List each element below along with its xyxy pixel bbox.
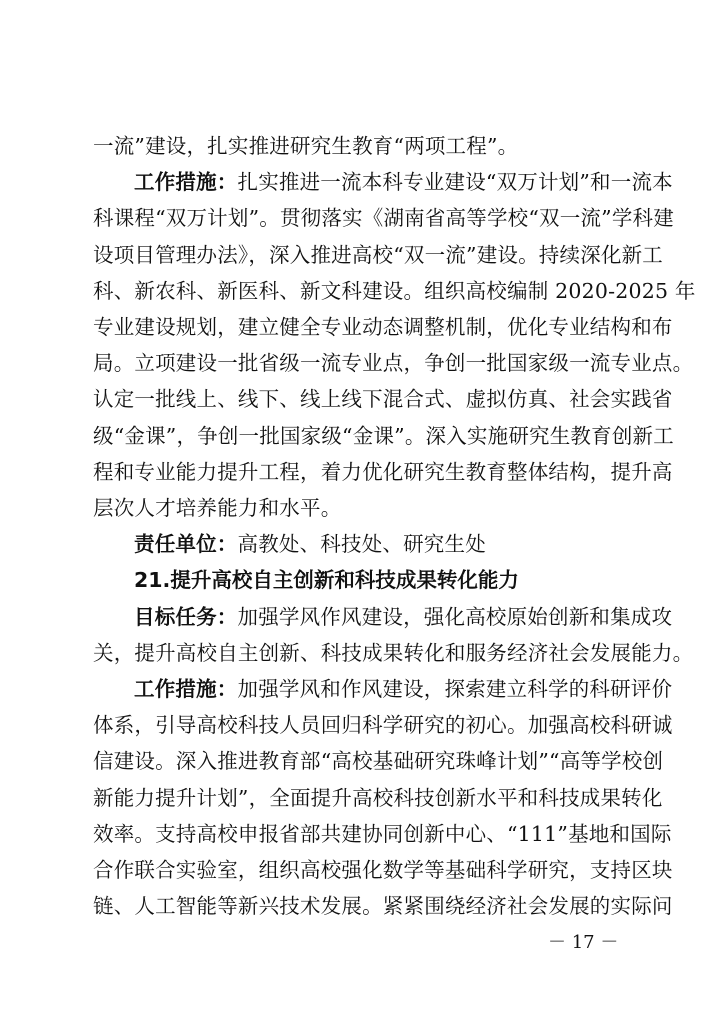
paragraph-line: 体系，引导高校科技人员回归科学研究的初心。加强高校科研诚 [93,713,673,738]
paragraph-line: 程和专业能力提升工程，着力优化研究生教育整体结构，提升高 [93,459,673,484]
paragraph-line: 工作措施：加强学风和作风建设，探索建立科学的科研评价 [134,677,673,701]
paragraph-line: 一流”建设，扎实推进研究生教育“两项工程”。 [93,134,519,158]
paragraph-line: 工作措施：扎实推进一流本科专业建设“双万计划”和一流本 [134,170,673,195]
paragraph-line: 信建设。深入推进教育部“高校基础研究珠峰计划”“高等学校创 [93,749,664,774]
paragraph-line: 级“金课”，争创一批国家级“金课”。深入实施研究生教育创新工 [93,423,674,448]
paragraph-line: 链、人工智能等新兴技术发展。紧紧围绕经济社会发展的实际问 [93,894,673,919]
responsible-unit-line: 责任单位：高教处、科技处、研究生处 [134,532,486,557]
paragraph-line: 专业建设规划，建立健全专业动态调整机制，优化专业结构和布 [93,315,673,339]
section-heading: 21.提升高校自主创新和科技成果转化能力 [134,568,519,593]
work-measures-label: 工作措施： [134,170,238,195]
work-measures-label: 工作措施： [134,677,238,701]
responsible-unit-label: 责任单位： [134,532,238,557]
paragraph-line: 合作联合实验室，组织高校强化数学等基础科学研究，支持区块 [93,858,673,882]
paragraph-line: 科、新农科、新医科、新文科建设。组织高校编制 2020-2025 年 [93,278,696,303]
paragraph-line: 目标任务：加强学风作风建设，强化高校原始创新和集成攻 [134,604,673,629]
paragraph-line: 关，提升高校自主创新、科技成果转化和服务经济社会发展能力。 [93,640,694,665]
paragraph-line: 设项目管理办法》，深入推进高校“双一流”建设。持续深化新工 [93,242,664,267]
target-task-label: 目标任务： [134,604,238,629]
page-number: － 17 － [548,932,619,954]
paragraph-line: 效率。支持高校申报省部共建协同创新中心、“111”基地和国际 [93,821,672,846]
paragraph-line: 新能力提升计划”，全面提升高校科技创新水平和科技成果转化 [93,785,663,810]
paragraph-line: 层次人才培养能力和水平。 [93,496,342,520]
paragraph-line: 局。立项建设一批省级一流专业点，争创一批国家级一流专业点。 [93,351,694,376]
paragraph-line: 科课程“双万计划”。贯彻落实《湖南省高等学校“双一流”学科建 [93,206,674,231]
paragraph-line: 认定一批线上、线下、线上线下混合式、虚拟仿真、社会实践省 [93,387,673,412]
